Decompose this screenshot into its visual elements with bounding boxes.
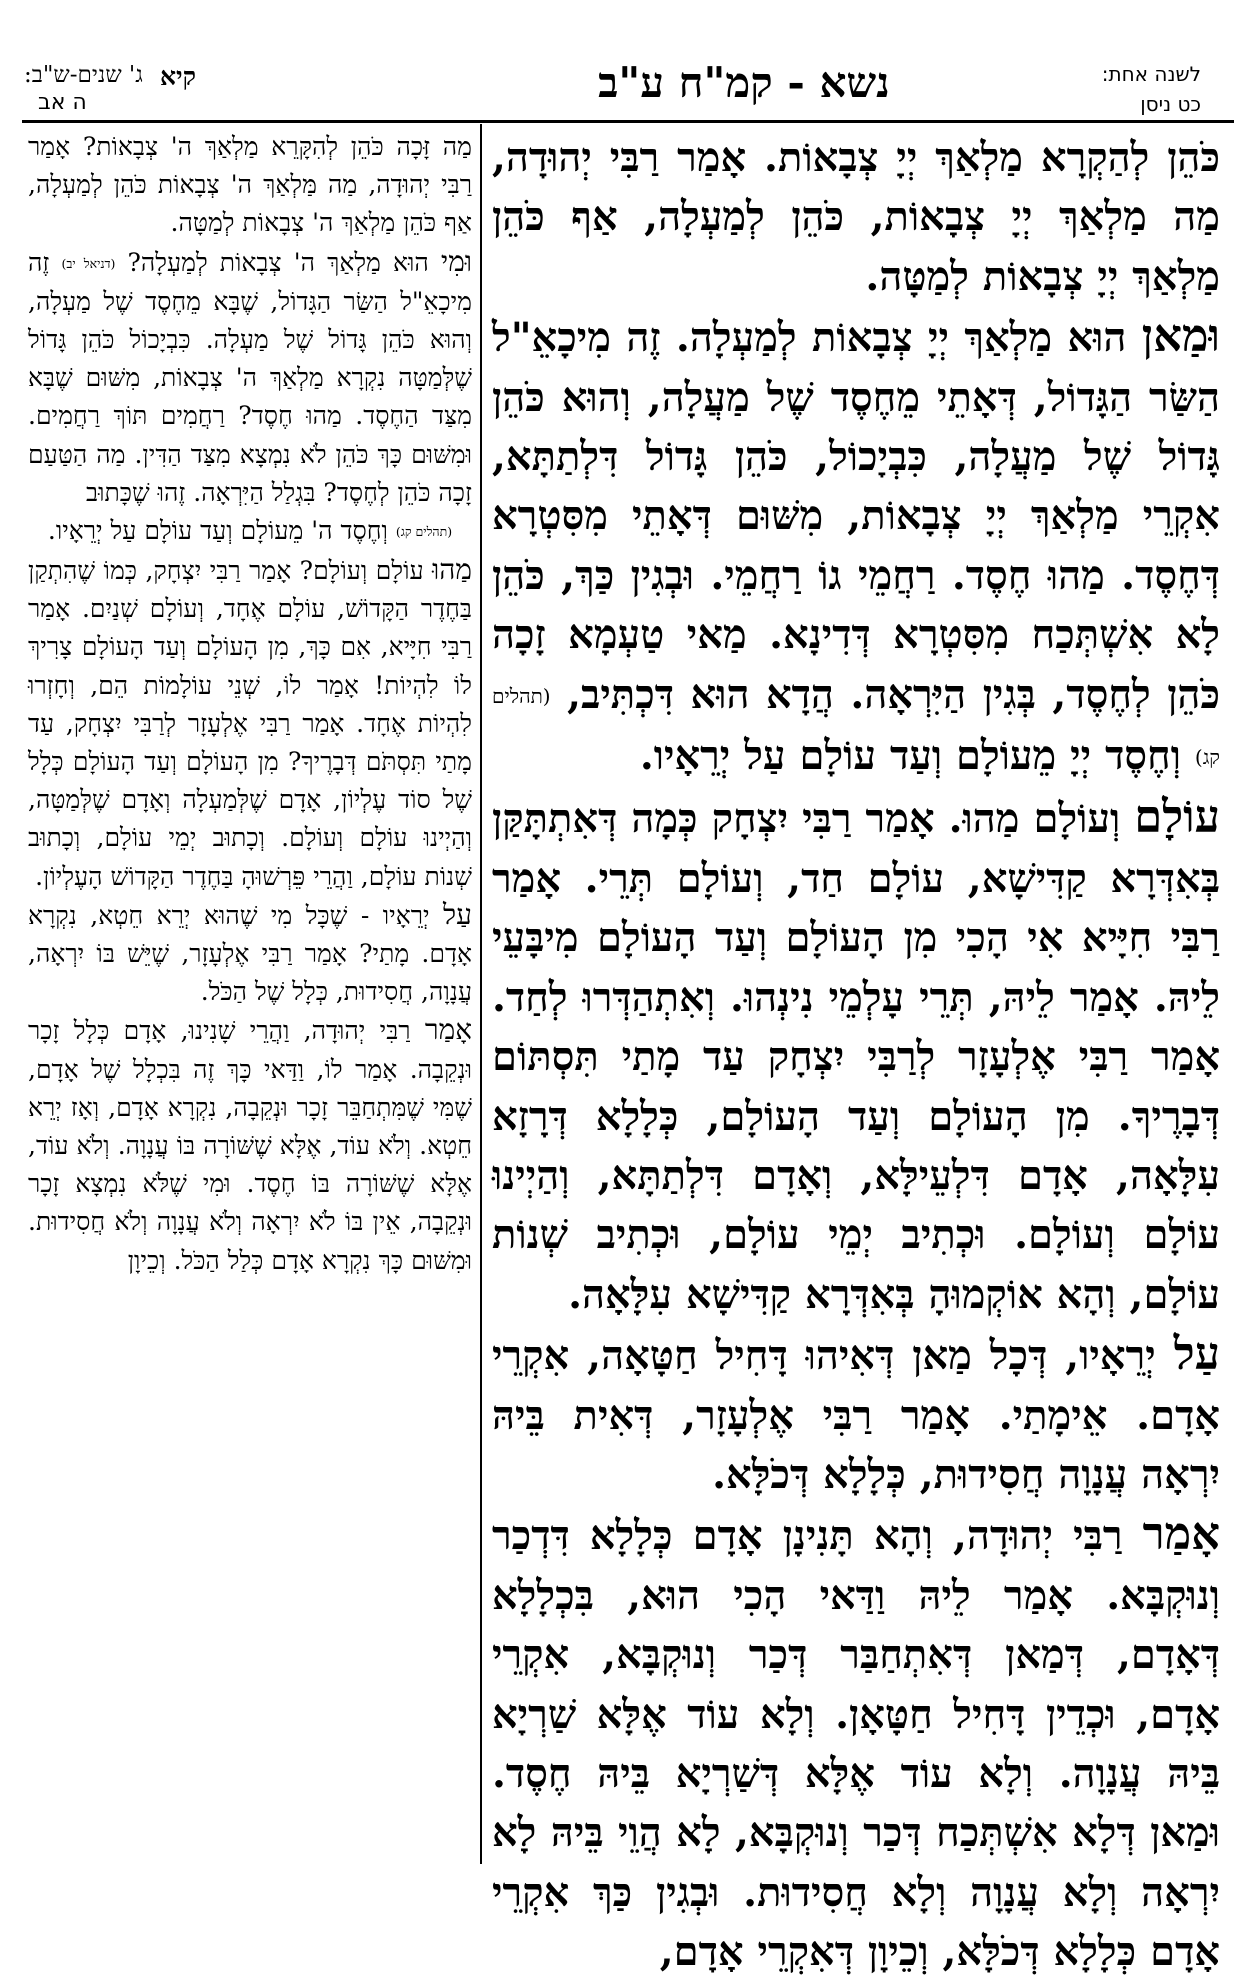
paragraph-lead-word: וּמִי [440,244,473,278]
paragraph-lead-word: עוֹלָם [1134,790,1220,844]
paragraph-lead-word: אָמַר [1142,1507,1220,1561]
column-divider [480,124,482,1864]
paragraph-text-after: וְחֶסֶד יְיָ מֵעוֹלָם וְעַד עוֹלָם עַל יְרֵאָיו. [639,732,1195,780]
paragraph-text: עוֹלָם וְעוֹלָם? אָמַר רַבִּי יִצְחָק, כְּמוֹ שֶׁהִתְקַן בַּחֶדֶר הַקָּדוֹשׁ, עוֹלָם אֶחָד, וְעוֹלָם שְׁנַיִם. אָמַר רַבִּי חִיָּיא, אִם כָּךְ, מִן הָעוֹלָם וְעַד הָעוֹלָם צָרִיךְ לוֹ לִהְיוֹת! אָמַר לוֹ, שְׁנֵי עוֹלָמוֹת הֵם, וְחָזְרוּ לִהְיוֹת אֶחָד. אָמַר רַבִּי אֶלְעָזָר לְרַבִּי יִצְחָק, עַד מָתַי תִּסְתֹּם דְּבָרֶיךָ? מִן הָעוֹלָם וְעַד הָעוֹלָם כְּלָל שֶׁל סוֹד עֶלְיוֹן, אָדָם שֶׁלְּמַעְלָה וְאָדָם שֶׁלְּמַטָּה, וְהַיְינוּ עוֹלָם וְעוֹלָם. וְכָתוּב יְמֵי עוֹלָם, וְכָתוּב שְׁנוֹת עוֹלָם, וַהֲרֵי פֵּרְשׁוּהָ בַּחֶדֶר הַקָּדוֹשׁ הָעֶלְיוֹן. [28,555,472,891]
header-right-date: כט ניסן [1140,92,1201,116]
paragraph-text-after: זֶה מִיכָאֵ"ל הַשַּׂר הַגָּדוֹל, שֶׁבָּא מֵחֶסֶד שֶׁל מַעְלָה, וְהוּא כֹּהֵן גָּדוֹל שֶׁל מַעְלָה. כִּבְיָכוֹל כֹּהֵן גָּדוֹל שֶׁלְּמַטָּה נִקְרָא מַלְאַךְ ה' צְבָאוֹת, מִשּׁוּם שֶׁבָּא מִצַּד הַחֶסֶד. מַהוּ חֶסֶד? רַחֲמִים תּוֹךְ רַחֲמִים. וּמִשּׁוּם כָּךְ כֹּהֵן לֹא נִמְצָא מִצַּד הַדִּין. מַה הַטַּעַם זָכָה כֹּהֵן לְחֶסֶד? בִּגְלַל הַיִּרְאָה. זֶהוּ שֶׁכָּתוּב [28,247,472,507]
translation-paragraph [28,243,472,512]
translation-paragraph [28,128,472,243]
paragraph-text: יְרֵאָיו - שֶׁכָּל מִי שֶׁהוּא יְרֵא חֵטְא, נִקְרָא אָדָם. מָתַי? אָמַר רַבִּי אֶלְעָזָר, שֶׁיֵּשׁ בּוֹ יִרְאָה, עֲנָוָה, חֲסִידוּת, כְּלָל שֶׁל הַכֹּל. [28,900,472,1007]
paragraph-text: הוּא מַלְאַךְ יְיָ צְבָאוֹת לְמַעְלָה. זֶה מִיכָאֵ"ל הַשַּׂר הַגָּדוֹל, דְּאָתֵי מֵחֶסֶד שֶׁל מַעֲלָה, וְהוּא כֹּהֵן גָּדוֹל שֶׁל מַעֲלָה, כִּבְיָכוֹל, כֹּהֵן גָּדוֹל דִּלְתַתָּא, אִקְרֵי מַלְאַךְ יְיָ צְבָאוֹת, מִשּׁוּם דְּאָתֵי מִסִּטְרָא דְּחֶסֶד. מַהוּ חֶסֶד. רַחֲמֵי גוֹ רַחֲמֵי. וּבְגִין כַּךְ, כֹּהֵן לָא אִשְׁתְּכַח מִסִּטְרָא דְּדִינָא. מַאי טַעְמָא זָכָה כֹּהֵן לְחֶסֶד, בְּגִין הַיִּרְאָה. הֲדָא הוּא דִּכְתִּיב, [492,314,1220,718]
main-paragraph [492,1324,1220,1504]
main-paragraph [492,126,1220,306]
paragraph-text: כֹּהֵן לְהַקְרָא מַלְאַךְ יְיָ צְבָאוֹת. אָמַר רַבִּי יְהוּדָה, מַה מַלְאַךְ יְיָ צְבָאוֹת, כֹּהֵן לְמַעְלָה, אַף כֹּהֵן מַלְאַךְ יְיָ צְבָאוֹת לְמַטָּה. [492,134,1220,300]
translation-text-column [28,128,472,1280]
translation-paragraph [28,551,472,896]
paragraph-text: רַבִּי יְהוּדָה, וְהָא תָּנִינָן אָדָם כְּלָלָא דִּדְכַר וְנוּקְבָּא. אָמַר לֵיהּ וַדַּאי הָכִי הוּא, בִּכְלָלָא דְּאָדָם, דְּמַאן דְּאִתְחַבַּר דְּכַר וְנוּקְבָּא, אִקְרֵי אָדָם, וּכְדֵין דָּחִיל חַטָּאָן. וְלָא עוֹד אֶלָּא שַׁרְיָא בֵּיהּ עֲנָוָה. וְלָא עוֹד אֶלָּא דְּשַׁרְיָא בֵּיהּ חֶסֶד. וּמַאן דְּלָא אִשְׁתְּכַח דְּכַר וְנוּקְבָּא, לָא הֲוֵי בֵּיהּ לָא יִרְאָה וְלָא עֲנָוָה וְלָא חֲסִידוּת. וּבְגִין כַּךְ אִקְרֵי אָדָם כְּלָלָא דְּכֹלָּא, וְכֵיוָן דְּאִקְרֵי אָדָם, [492,1512,1220,1976]
verse-citation: (תהלים קג) [395,523,453,539]
main-paragraph [492,306,1220,787]
paragraph-text: הוּא מַלְאַךְ ה' צְבָאוֹת לְמַעְלָה? [115,247,441,277]
paragraph-lead-word: מַהוּ [432,552,472,586]
paragraph-text: רַבִּי יְהוּדָה, וַהֲרֵי שָׁנִינוּ, אָדָם כְּלָל זָכָר וּנְקֵבָה. אָמַר לוֹ, וַדַּאי כָּךְ זֶה בִּכְלָל שֶׁל אָדָם, שֶׁמִּי שֶׁמִּתְחַבֵּר זָכָר וּנְקֵבָה, נִקְרָא אָדָם, וְאָז יְרֵא חֵטְא. וְלֹא עוֹד, אֶלָּא שֶׁשּׁוֹרָה בּוֹ עֲנָוָה. וְלֹא עוֹד, אֶלָּא שֶׁשּׁוֹרָה בּוֹ חֶסֶד. וּמִי שֶׁלֹּא נִמְצָא זָכָר וּנְקֵבָה, אֵין בּוֹ לֹא יִרְאָה וְלֹא עֲנָוָה וְלֹא חֲסִידוּת. וּמִשּׁוּם כָּךְ נִקְרָא אָדָם כְּלַל הַכֹּל. וְכֵיוָן [28,1016,472,1275]
header-left-top: ג' שנים-ש"ב: [24,62,143,88]
page-title: נשא - קמ"ח ע"ב [598,58,890,107]
paragraph-lead-word: וּמַאן [1141,309,1220,363]
paragraph-text: מַה זָּכָה כֹּהֵן לְהִקָּרֵא מַלְאַךְ ה' צְבָאוֹת? אָמַר רַבִּי יְהוּדָה, מַה מַּלְאַךְ ה' צְבָאוֹת כֹּהֵן לְמַעְלָה, אַף כֹּהֵן מַלְאַךְ ה' צְבָאוֹת לְמַטָּה. [28,132,472,238]
page-number: קיא [160,62,196,91]
paragraph-lead-word: עַל [443,897,472,931]
translation-paragraph [28,896,472,1012]
header-left-date: ה אב [38,90,87,115]
header-right-top: לשנה אחת: [1101,62,1201,86]
translation-paragraph [28,512,472,551]
paragraph-lead-word: אָמַר [424,1013,472,1047]
header-rule [22,120,1234,123]
verse-citation: (דניאל יב) [61,255,116,271]
main-text-column [492,126,1220,1982]
paragraph-text-after: וְחֶסֶד ה' מֵעוֹלָם וְעַד עוֹלָם עַל יְרֵאָיו. [47,515,396,545]
paragraph-lead-word: עַל [1173,1327,1220,1381]
main-paragraph [492,787,1220,1324]
paragraph-text: יְרֵאָיו, דְּכָל מַאן דְּאִיהוּ דָּחִיל חַטָּאָה, אִקְרֵי אָדָם. אֵימָתַי. אָמַר רַבִּי אֶלְעָזָר, דְּאִית בֵּיהּ יִרְאָה עֲנָוָה חֲסִידוּת, כְּלָלָא דְּכֹלָּא. [492,1332,1220,1498]
translation-paragraph [28,1011,472,1279]
main-paragraph [492,1504,1220,1981]
paragraph-text: וְעוֹלָם מַהוּ. אָמַר רַבִּי יִצְחָק כְּמָה דְּאִתְתָּקַּן בְּאִדְּרָא קַדִּישָׁא, עוֹלָם חַד, וְעוֹלָם תְּרֵי. אָמַר רַבִּי חִיָּיא אִי הָכִי מִן הָעוֹלָם וְעַד הָעוֹלָם מִיבָּעֵי לֵיהּ. אָמַר לֵיהּ, תְּרֵי עָלְמֵי נִינְהוּ. וְאִתְהַדְּרוּ לְחַד. אָמַר רַבִּי אֶלְעָזָר לְרַבִּי יִצְחָק עַד מָתַי תִּסְתּוֹם דְּבָרֶיךָ. מִן הָעוֹלָם וְעַד הָעוֹלָם, כְּלָלָא דְּרָזָא עִלָּאָה, אָדָם דִּלְעֵילָּא, וְאָדָם דִּלְתַתָּא, וְהַיְינוּ עוֹלָם וְעוֹלָם. וּכְתִיב יְמֵי עוֹלָם, וּכְתִיב שְׁנוֹת עוֹלָם, וְהָא אוֹקְמוּהָ בְּאִדְּרָא קַדִּישָׁא עִלָּאָה. [492,795,1220,1318]
verse-citation: (תהלים קג) [492,683,1220,770]
